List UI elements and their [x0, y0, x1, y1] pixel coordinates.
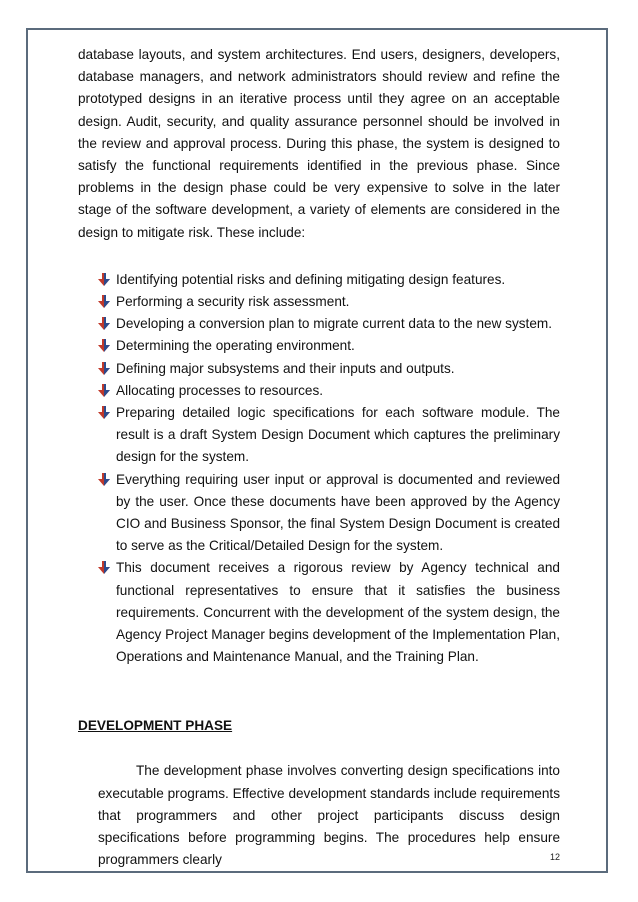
down-arrow-icon [96, 339, 112, 353]
down-arrow-icon [96, 406, 112, 420]
list-item [78, 291, 560, 313]
down-arrow-icon [96, 295, 112, 309]
down-arrow-icon [96, 384, 112, 398]
intro-paragraph: database layouts, and system architectures. End users, designers, developers, database managers, and network administrators should review and refine the prototyped designs in an iterative process until they agree on an acceptable design. Audit, security, and quality assurance personnel should be involved in the review and approval process. During this phase, the system is designed to satisfy the functional requirements identified in the previous phase. Since problems in the design phase could be very expensive to solve in the later stage of the software development, a variety of elements are considered in the design to mitigate risk. These include: [78, 47, 560, 240]
list-item-text: This document receives a rigorous review by Agency technical and functional representatives to ensure that it satisfies the business requirements. Concurrent with the development of the system design, the Agency Project Manager begins development of the Implementation Plan, Operations and Maintenance Manual, and the Training Plan. [116, 560, 560, 665]
list-item [78, 358, 560, 380]
list-item [78, 335, 560, 357]
list-item-text: Preparing detailed logic specifications for each software module. The result is a draft System Design Document which captures the preliminary design for the system. [116, 405, 560, 465]
down-arrow-icon [96, 273, 112, 287]
list-item [78, 557, 560, 668]
list-item-text: Performing a security risk assessment. [116, 294, 350, 310]
development-paragraph-text: The development phase involves converting design specifications into executable programs. Effective development standards include requirements that programmers and other project participants discuss design specifications before programming begins. The procedures help ensure programmers clearly [98, 763, 560, 868]
down-arrow-icon [96, 473, 112, 487]
page-content [78, 44, 560, 872]
list-item [78, 269, 560, 291]
list-item-text: Allocating processes to resources. [116, 382, 324, 398]
development-paragraph [98, 760, 560, 871]
list-item [78, 402, 560, 469]
down-arrow-icon [96, 561, 112, 575]
bullet-list [78, 269, 560, 669]
list-item-text: Determining the operating environment. [116, 338, 355, 354]
page-number: 12 [549, 852, 560, 862]
list-item-text: Defining major subsystems and their inputs and outputs. [116, 360, 455, 376]
list-item [78, 380, 560, 402]
list-item-text: Everything requiring user input or approval is documented and reviewed by the user. Once these documents have been approved by the Agency CIO and Business Sponsor, the final System Design Document is created to serve as the Critical/Detailed Design for the system. [116, 471, 560, 554]
list-item-text: Identifying potential risks and defining mitigating design features. [116, 271, 506, 287]
section-heading: DEVELOPMENT PHASE [78, 718, 233, 734]
list-item [78, 469, 560, 558]
down-arrow-icon [96, 317, 112, 331]
down-arrow-icon [96, 362, 112, 376]
list-item [78, 313, 560, 335]
list-item-text: Developing a conversion plan to migrate current data to the new system. [116, 316, 552, 332]
